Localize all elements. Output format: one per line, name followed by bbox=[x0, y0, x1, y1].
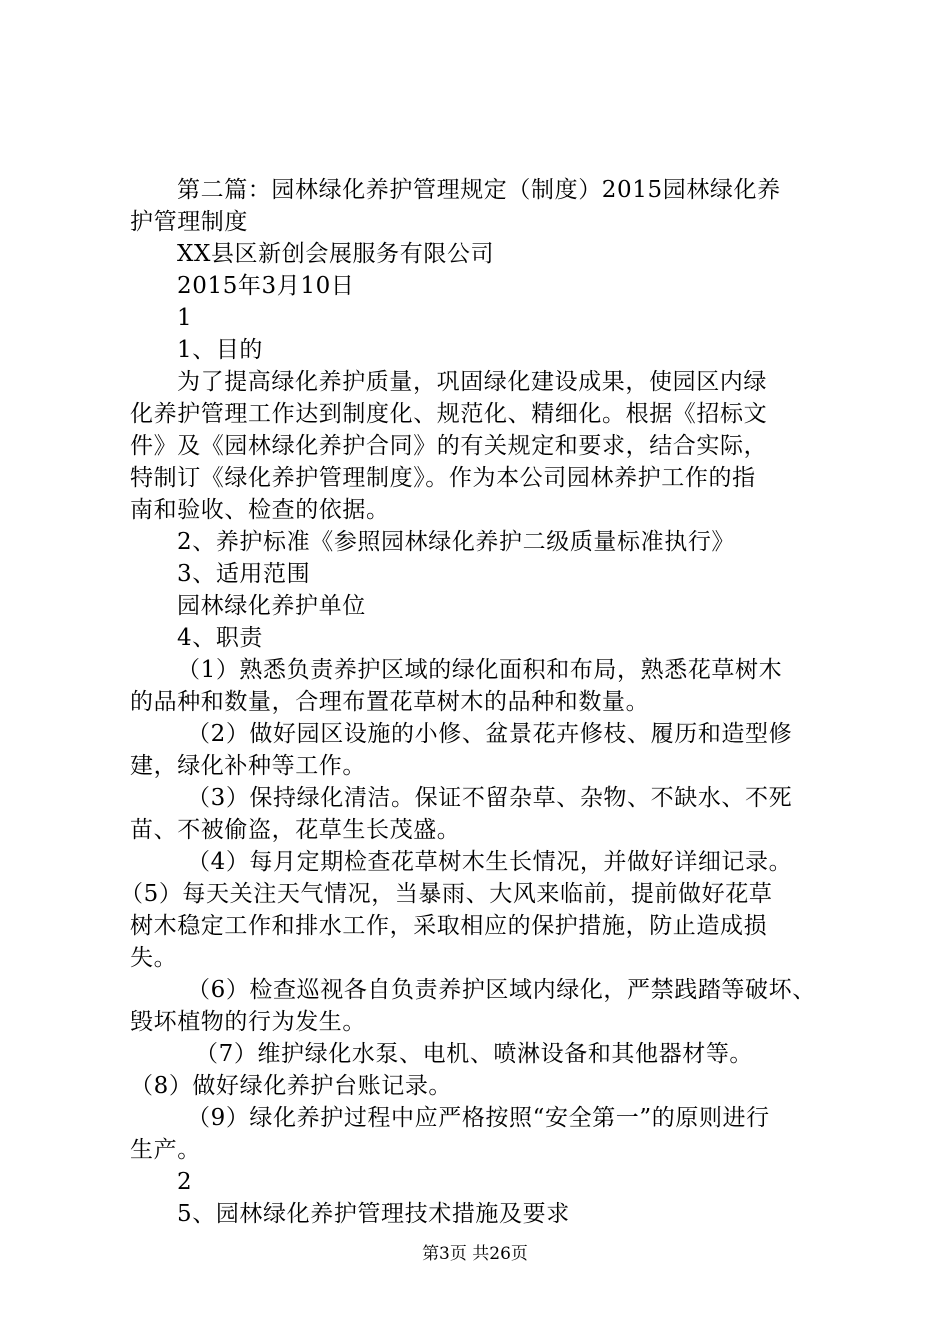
doc-line: 3、适用范围 bbox=[177, 561, 311, 587]
doc-line: （1）熟悉负责养护区域的绿化面积和布局，熟悉花草树木 bbox=[177, 657, 783, 683]
doc-line: 5、园林绿化养护管理技术措施及要求 bbox=[177, 1201, 570, 1227]
doc-line: （2）做好园区设施的小修、盆景花卉修枝、履历和造型修 bbox=[187, 721, 793, 747]
doc-line: 为了提高绿化养护质量，巩固绿化建设成果，使园区内绿 bbox=[177, 369, 767, 395]
doc-line: 4、职责 bbox=[177, 625, 264, 651]
doc-line: 园林绿化养护单位 bbox=[177, 593, 366, 619]
doc-line: 特制订《绿化养护管理制度》。作为本公司园林养护工作的指 bbox=[130, 465, 756, 491]
doc-line: 化养护管理工作达到制度化、规范化、精细化。根据《招标文 bbox=[130, 401, 768, 427]
doc-line: 失。 bbox=[130, 945, 178, 971]
doc-line: 苗、不被偷盗，花草生长茂盛。 bbox=[130, 817, 461, 843]
doc-line: 2015年3月10日 bbox=[177, 273, 355, 299]
doc-line: 第二篇：园林绿化养护管理规定（制度）2015园林绿化养 bbox=[177, 177, 781, 203]
doc-line: （5）每天关注天气情况，当暴雨、大风来临前，提前做好花草 bbox=[120, 881, 773, 907]
doc-line: 生产。 bbox=[130, 1137, 201, 1163]
doc-line: 南和验收、检查的依据。 bbox=[130, 497, 390, 523]
page-footer bbox=[0, 1243, 950, 1265]
doc-line: 护管理制度 bbox=[130, 209, 248, 235]
doc-line: 1、目的 bbox=[177, 337, 264, 363]
doc-line: （8）做好绿化养护台账记录。 bbox=[130, 1073, 453, 1099]
doc-line: （9）绿化养护过程中应严格按照“安全第一”的原则进行 bbox=[187, 1105, 770, 1131]
doc-line: 件》及《园林绿化养护合同》的有关规定和要求，结合实际， bbox=[130, 433, 768, 459]
doc-line: 2、养护标准《参照园林绿化养护二级质量标准执行》 bbox=[177, 529, 736, 555]
doc-line: （6）检查巡视各自负责养护区域内绿化，严禁践踏等破坏、 bbox=[187, 977, 816, 1003]
doc-line: （3）保持绿化清洁。保证不留杂草、杂物、不缺水、不死 bbox=[187, 785, 793, 811]
doc-line: 毁坏植物的行为发生。 bbox=[130, 1009, 366, 1035]
doc-line: 2 bbox=[177, 1169, 193, 1195]
doc-line: 建，绿化补种等工作。 bbox=[130, 753, 366, 779]
doc-line: （7）维护绿化水泵、电机、喷淋设备和其他器材等。 bbox=[195, 1041, 754, 1067]
doc-line: （4）每月定期检查花草树木生长情况，并做好详细记录。 bbox=[187, 849, 793, 875]
doc-line: 1 bbox=[177, 305, 193, 331]
doc-line: 的品种和数量，合理布置花草树木的品种和数量。 bbox=[130, 689, 650, 715]
document-body bbox=[120, 174, 845, 1230]
doc-line: 树木稳定工作和排水工作，采取相应的保护措施，防止造成损 bbox=[130, 913, 768, 939]
page-number-label: 第3页 共26页 bbox=[422, 1244, 528, 1264]
doc-line: XX县区新创会展服务有限公司 bbox=[177, 241, 495, 267]
